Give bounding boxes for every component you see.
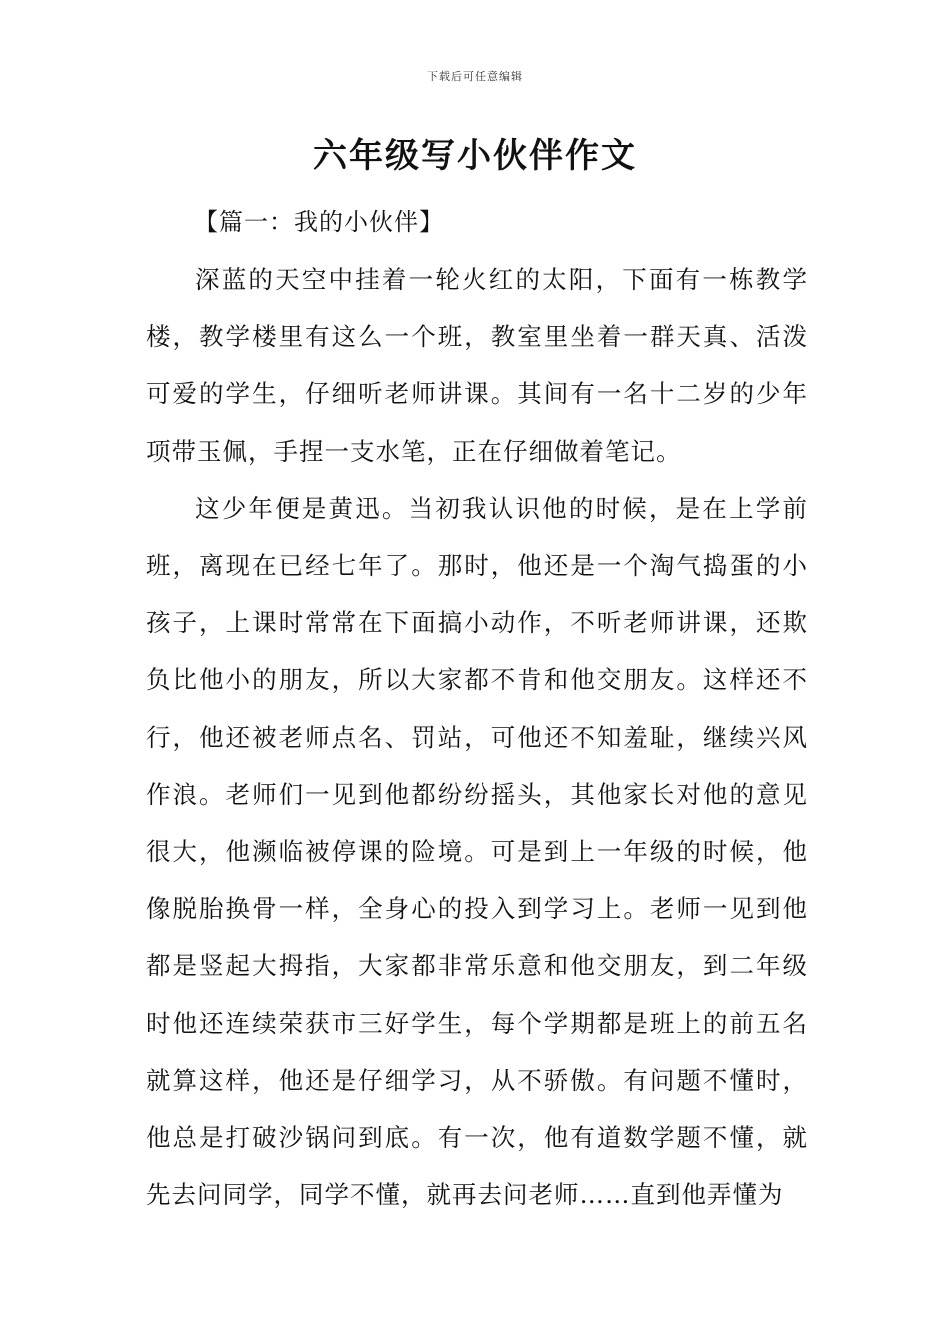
paragraph-2: 这少年便是黄迅。当初我认识他的时候，是在上学前班，离现在已经七年了。那时，他还是一个淘气捣蛋的小孩子，上课时常常在下面搞小动作，不听老师讲课，还欺负比他小的朋友，所以大家都不肯和他交朋友。这样还不行，他还被老师点名、罚站，可他还不知羞耻，继续兴风作浪。老师们一见到他都纷纷摇头，其他家长对他的意见很大，他濒临被停课的险境。可是到上一年级的时候，他像脱胎换骨一样，全身心的投入到学习上。老师一见到他都是竖起大拇指，大家都非常乐意和他交朋友，到二年级时他还连续荣获市三好学生，每个学期都是班上的前五名就算这样，他还是仔细学习，从不骄傲。有问题不懂时，他总是打破沙锅问到底。有一次，他有道数学题不懂，就先去问同学，同学不懂，就再去问老师……直到他弄懂为 bbox=[146, 493, 808, 1210]
section-heading: 【篇一：我的小伙伴】 bbox=[194, 208, 444, 236]
paragraph-1: 深蓝的天空中挂着一轮火红的太阳，下面有一栋教学楼，教学楼里有这么一个班，教室里坐着一群天真、活泼可爱的学生，仔细听老师讲课。其间有一名十二岁的少年项带玉佩，手捏一支水笔，正在仔细做着笔记。 bbox=[146, 265, 808, 466]
document-title: 六年级写小伙伴作文 bbox=[313, 136, 637, 176]
header-note: 下载后可任意编辑 bbox=[427, 70, 523, 83]
document-body bbox=[146, 194, 808, 1223]
